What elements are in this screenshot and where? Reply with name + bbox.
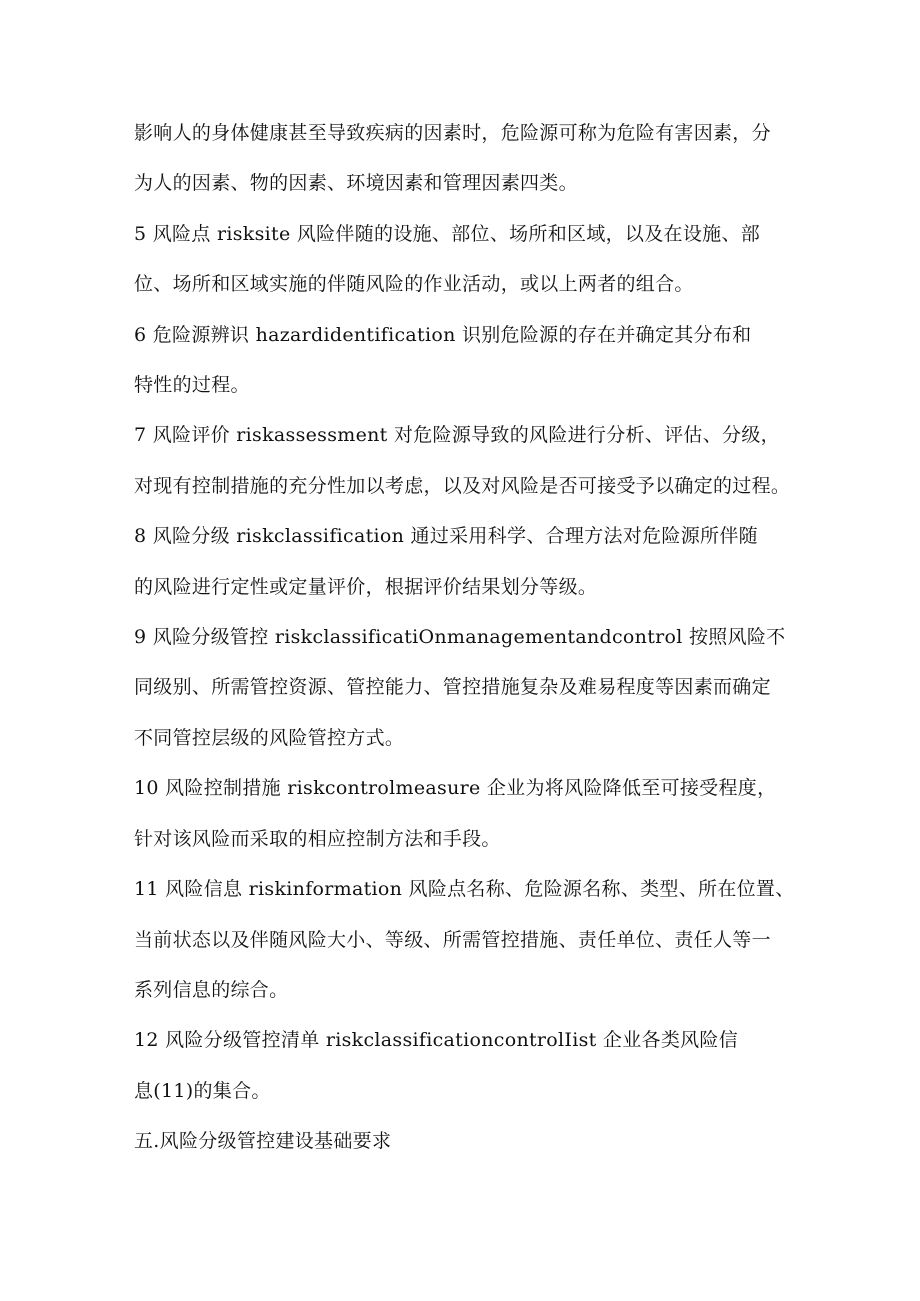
paragraph-hazard-identification (134, 310, 794, 411)
text-line: 6 危险源辨识 hazardidentification 识别危险源的存在并确定其分布和 (134, 323, 752, 346)
paragraph-hazard-factors (134, 108, 794, 209)
text-line: 针对该风险而采取的相应控制方法和手段。 (134, 827, 501, 850)
text-line: 系列信息的综合。 (134, 978, 289, 1001)
text-line: 息(11)的集合。 (134, 1079, 271, 1102)
text-line: 特性的过程。 (134, 374, 250, 397)
section-heading: 五.风险分级管控建设基础要求 (134, 1130, 392, 1153)
text-line: 位、场所和区域实施的伴随风险的作业活动，或以上两者的组合。 (134, 273, 694, 296)
text-line: 7 风险评价 riskassessment 对危险源导致的风险进行分析、评估、分级， (134, 424, 780, 447)
paragraph-risk-control-measure (134, 763, 794, 864)
text-line: 9 风险分级管控 riskclassificatiOnmanagementandcontrol 按照风险不 (134, 626, 786, 649)
paragraph-risk-site (134, 209, 794, 310)
text-line: 5 风险点 risksite 风险伴随的设施、部位、场所和区域，以及在设施、部 (134, 222, 761, 245)
text-line: 11 风险信息 riskinformation 风险点名称、危险源名称、类型、所在位置、 (134, 878, 795, 901)
paragraph-risk-information (134, 864, 794, 1015)
text-line: 为人的因素、物的因素、环境因素和管理因素四类。 (134, 172, 578, 195)
text-line: 影响人的身体健康甚至导致疾病的因素时，危险源可称为危险有害因素，分 (134, 122, 771, 144)
text-line: 对现有控制措施的充分性加以考虑，以及对风险是否可接受予以确定的过程。 (134, 474, 791, 497)
text-line: 的风险进行定性或定量评价，根据评价结果划分等级。 (134, 575, 598, 598)
text-line: 10 风险控制措施 riskcontrolmeasure 企业为将风险降低至可接受程度， (134, 777, 777, 800)
paragraph-risk-control-list (134, 1015, 794, 1116)
document-body (134, 108, 794, 1167)
text-line: 8 风险分级 riskclassification 通过采用科学、合理方法对危险源所伴随 (134, 525, 758, 548)
text-line: 12 风险分级管控清单 riskclassificationcontrolIist 企业各类风险信 (134, 1029, 739, 1052)
paragraph-risk-classification-management (134, 612, 794, 763)
text-line: 同级别、所需管控资源、管控能力、管控措施复杂及难易程度等因素而确定 (134, 676, 771, 699)
text-line: 当前状态以及伴随风险大小、等级、所需管控措施、责任单位、责任人等一 (134, 928, 771, 951)
paragraph-risk-classification (134, 511, 794, 612)
paragraph-risk-assessment (134, 410, 794, 511)
text-line: 不同管控层级的风险管控方式。 (134, 726, 405, 749)
